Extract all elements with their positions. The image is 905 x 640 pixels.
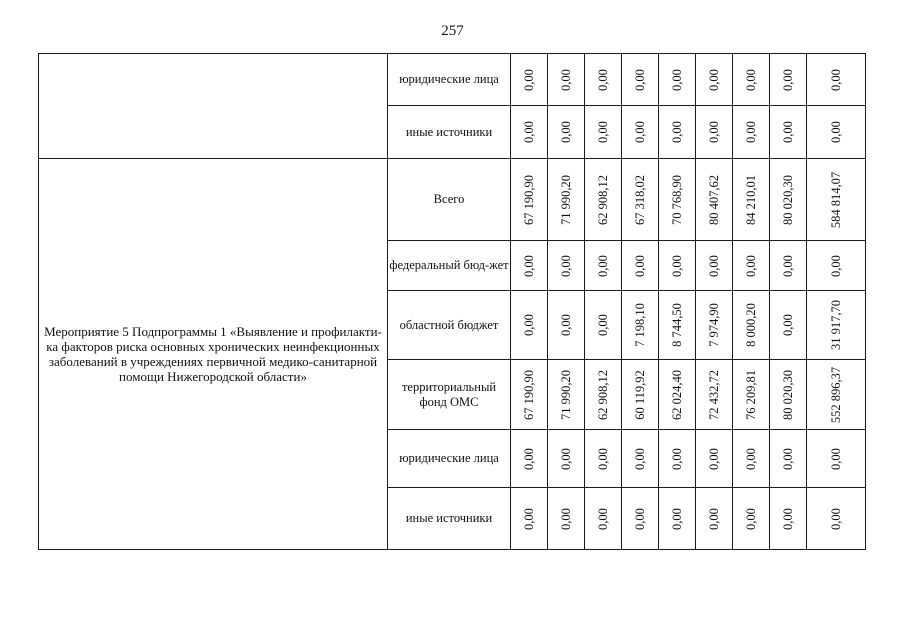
value-cell: 0,00 — [807, 106, 866, 159]
value-cell: 0,00 — [511, 54, 548, 106]
value-cell: 80 407,62 — [696, 159, 733, 241]
value-cell: 0,00 — [548, 488, 585, 550]
value-cell: 0,00 — [585, 106, 622, 159]
source-cell: областной бюджет — [388, 291, 511, 360]
source-cell: Всего — [388, 159, 511, 241]
value-cell: 0,00 — [807, 241, 866, 291]
value-cell: 0,00 — [696, 54, 733, 106]
value-cell: 0,00 — [807, 54, 866, 106]
source-cell: юридические лица — [388, 430, 511, 488]
value-cell: 0,00 — [696, 488, 733, 550]
value-cell: 67 190,90 — [511, 360, 548, 430]
value-cell: 584 814,07 — [807, 159, 866, 241]
value-cell: 0,00 — [696, 430, 733, 488]
table-row — [39, 54, 866, 106]
value-cell: 0,00 — [585, 241, 622, 291]
value-cell: 0,00 — [585, 488, 622, 550]
funding-table — [38, 53, 866, 550]
value-cell: 70 768,90 — [659, 159, 696, 241]
value-cell: 0,00 — [585, 291, 622, 360]
value-cell: 60 119,92 — [622, 360, 659, 430]
value-cell: 0,00 — [622, 106, 659, 159]
value-cell: 84 210,01 — [733, 159, 770, 241]
value-cell: 0,00 — [733, 430, 770, 488]
value-cell: 0,00 — [770, 291, 807, 360]
value-cell: 0,00 — [733, 106, 770, 159]
value-cell: 0,00 — [511, 106, 548, 159]
value-cell: 0,00 — [511, 241, 548, 291]
value-cell: 0,00 — [548, 241, 585, 291]
value-cell: 76 209,81 — [733, 360, 770, 430]
value-cell: 552 896,37 — [807, 360, 866, 430]
source-cell: иные источники — [388, 488, 511, 550]
value-cell: 0,00 — [511, 488, 548, 550]
value-cell: 0,00 — [733, 54, 770, 106]
value-cell: 0,00 — [696, 241, 733, 291]
event-cell — [39, 54, 388, 159]
value-cell: 0,00 — [622, 430, 659, 488]
value-cell: 0,00 — [659, 106, 696, 159]
value-cell: 0,00 — [548, 54, 585, 106]
value-cell: 80 020,30 — [770, 360, 807, 430]
event-cell: Мероприятие 5 Подпрограммы 1 «Выявление и профилакти-ка факторов риска основных хронических неинфекционных заболеваний в учреждениях первичной медико-санитарной помощи Нижегородской области» — [39, 159, 388, 550]
value-cell: 0,00 — [548, 106, 585, 159]
value-cell: 72 432,72 — [696, 360, 733, 430]
value-cell: 67 318,02 — [622, 159, 659, 241]
value-cell: 7 974,90 — [696, 291, 733, 360]
value-cell: 0,00 — [770, 430, 807, 488]
value-cell: 0,00 — [733, 241, 770, 291]
value-cell: 0,00 — [770, 488, 807, 550]
value-cell: 0,00 — [770, 54, 807, 106]
value-cell: 0,00 — [770, 241, 807, 291]
value-cell: 0,00 — [659, 430, 696, 488]
value-cell: 0,00 — [696, 106, 733, 159]
value-cell: 0,00 — [511, 291, 548, 360]
source-cell: территориальный фонд ОМС — [388, 360, 511, 430]
value-cell: 8 000,20 — [733, 291, 770, 360]
value-cell: 0,00 — [659, 241, 696, 291]
table-row — [39, 159, 866, 241]
page-number: 257 — [441, 23, 464, 39]
value-cell: 71 990,20 — [548, 159, 585, 241]
value-cell: 7 198,10 — [622, 291, 659, 360]
value-cell: 0,00 — [807, 488, 866, 550]
value-cell: 0,00 — [622, 54, 659, 106]
value-cell: 0,00 — [659, 54, 696, 106]
value-cell: 31 917,70 — [807, 291, 866, 360]
value-cell: 71 990,20 — [548, 360, 585, 430]
value-cell: 0,00 — [548, 291, 585, 360]
value-cell: 0,00 — [770, 106, 807, 159]
value-cell: 0,00 — [622, 488, 659, 550]
value-cell: 0,00 — [659, 488, 696, 550]
value-cell: 0,00 — [585, 54, 622, 106]
value-cell: 62 908,12 — [585, 159, 622, 241]
source-cell: федеральный бюд-жет — [388, 241, 511, 291]
value-cell: 0,00 — [733, 488, 770, 550]
value-cell: 80 020,30 — [770, 159, 807, 241]
value-cell: 0,00 — [622, 241, 659, 291]
value-cell: 0,00 — [585, 430, 622, 488]
source-cell: иные источники — [388, 106, 511, 159]
value-cell: 62 024,40 — [659, 360, 696, 430]
value-cell: 62 908,12 — [585, 360, 622, 430]
value-cell: 67 190,90 — [511, 159, 548, 241]
value-cell: 8 744,50 — [659, 291, 696, 360]
source-cell: юридические лица — [388, 54, 511, 106]
value-cell: 0,00 — [548, 430, 585, 488]
value-cell: 0,00 — [807, 430, 866, 488]
value-cell: 0,00 — [511, 430, 548, 488]
